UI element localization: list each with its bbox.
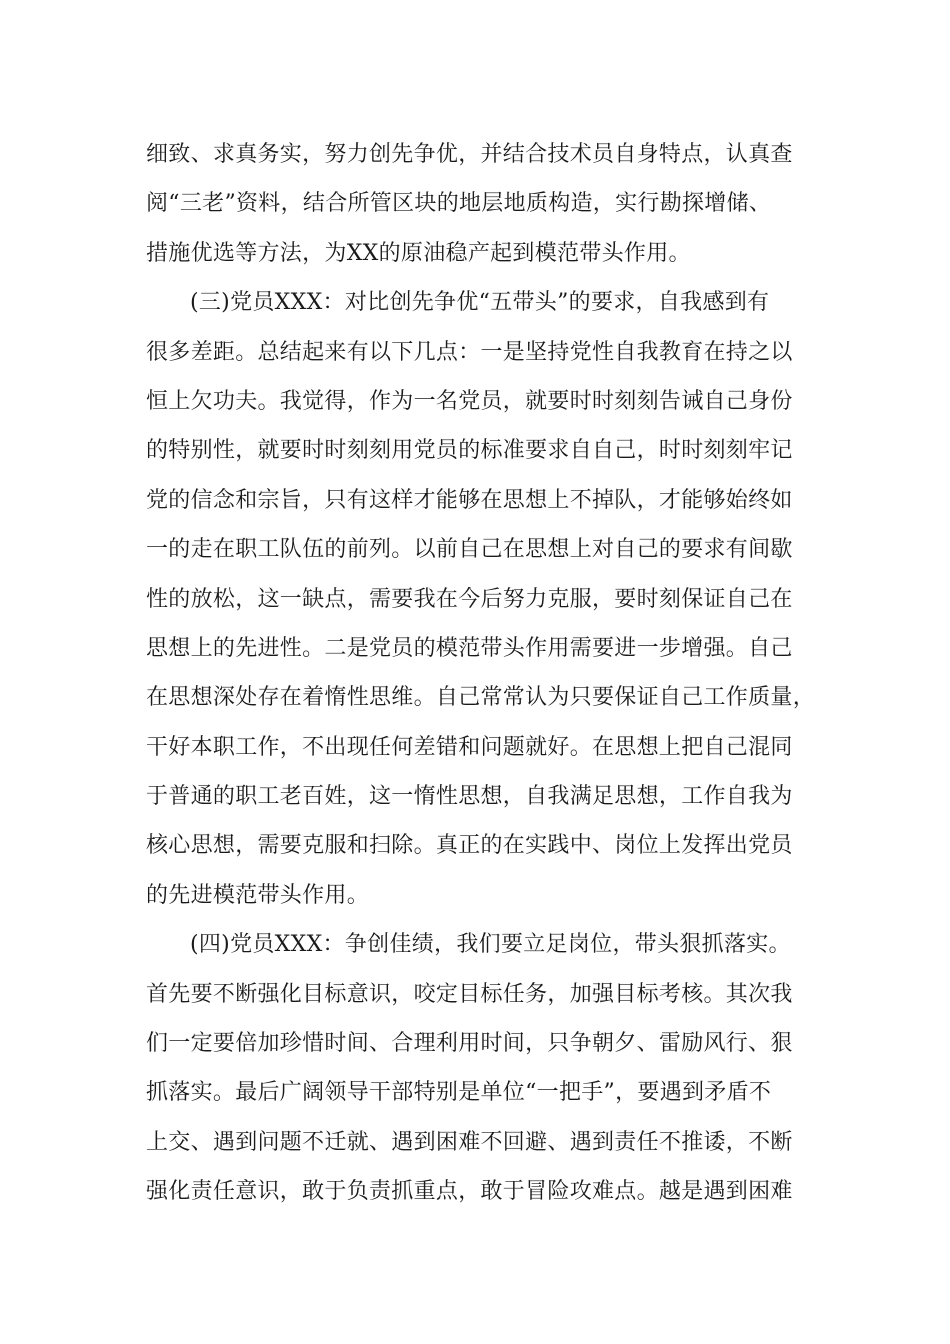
- text-line: 党的信念和宗旨，只有这样才能够在思想上不掉队，才能够始终如: [146, 487, 793, 513]
- text-line: 强化责任意识，敢于负责抓重点，敢于冒险攻难点。越是遇到困难: [146, 1179, 793, 1205]
- text-line: 核心思想，需要克服和扫除。真正的在实践中、岗位上发挥出党员: [146, 833, 793, 859]
- text-line: 很多差距。总结起来有以下几点：一是坚持党性自我教育在持之以: [146, 339, 793, 365]
- paragraph-start-line: (三)党员XXX：对比创先争优“五带头”的要求，自我感到有: [190, 290, 770, 316]
- text-line: 思想上的先进性。二是党员的模范带头作用需要进一步增强。自己: [146, 635, 793, 661]
- text-line: 于普通的职工老百姓，这一惰性思想，自我满足思想，工作自我为: [146, 784, 793, 810]
- text-line: 上交、遇到问题不迁就、遇到困难不回避、遇到责任不推诿，不断: [146, 1129, 793, 1155]
- text-line: 在思想深处存在着惰性思维。自己常常认为只要保证自己工作质量，: [146, 685, 816, 711]
- text-line: 的先进模范带头作用。: [146, 882, 370, 908]
- paragraph-start-line: (四)党员XXX：争创佳绩，我们要立足岗位，带头狠抓落实。: [190, 932, 791, 958]
- text-line: 一的走在职工队伍的前列。以前自己在思想上对自己的要求有间歇: [146, 537, 793, 563]
- text-line: 性的放松，这一缺点，需要我在今后努力克服，要时刻保证自己在: [146, 586, 793, 612]
- text-line: 首先要不断强化目标意识，咬定目标任务，加强目标考核。其次我: [146, 981, 793, 1007]
- text-line: 干好本职工作，不出现任何差错和问题就好。在思想上把自己混同: [146, 734, 793, 760]
- document-body: [146, 130, 826, 1217]
- text-line: 的特别性，就要时时刻刻用党员的标准要求自自己，时时刻刻牢记: [146, 438, 793, 464]
- text-line: 们一定要倍加珍惜时间、合理利用时间，只争朝夕、雷励风行、狠: [146, 1031, 793, 1057]
- text-line: 抓落实。最后广阔领导干部特别是单位“一把手”，要遇到矛盾不: [146, 1080, 772, 1106]
- text-line: 措施优选等方法，为XX的原油稳产起到模范带头作用。: [146, 240, 691, 266]
- text-line: 阅“三老”资料，结合所管区块的地层地质构造，实行勘探增储、: [146, 191, 772, 217]
- text-line: 细致、求真务实，努力创先争优，并结合技术员自身特点，认真查: [146, 142, 793, 167]
- text-line: 恒上欠功夫。我觉得，作为一名党员，就要时时刻刻告诫自己身份: [146, 388, 793, 414]
